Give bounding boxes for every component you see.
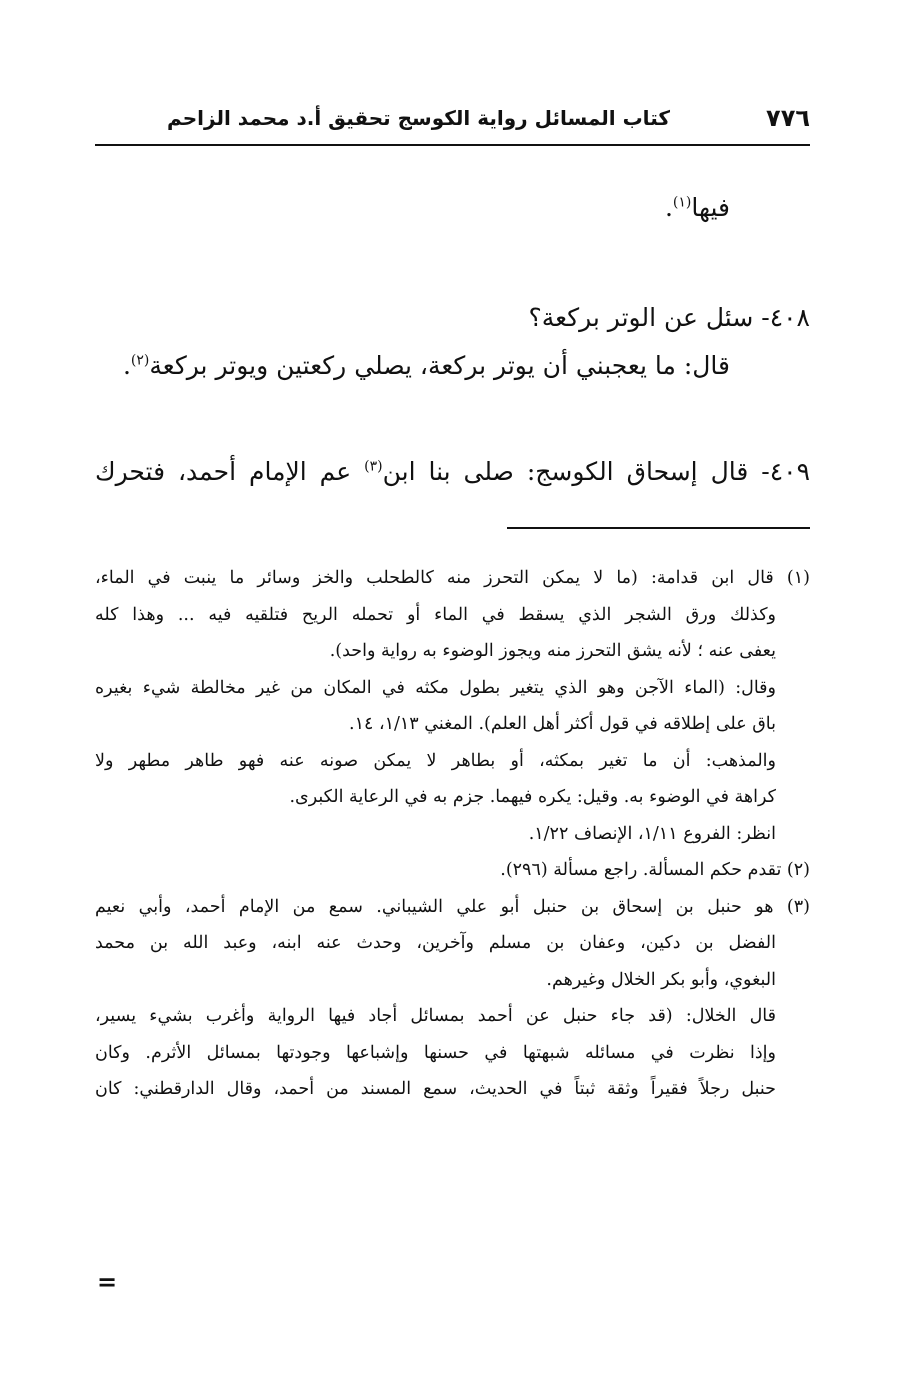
- footnote-3-line: البغوي، وأبو بكر الخلال وغيرهم.: [546, 969, 776, 990]
- issue-408-answer-end: .: [122, 351, 131, 380]
- running-title: كتاب المسائل رواية الكوسج تحقيق أ.د محمد الزاحم: [167, 106, 670, 130]
- footnote-1-line: كراهة في الوضوء به. وقيل: يكره فيهما. جزم به في الرعاية الكبرى.: [289, 787, 776, 807]
- footnote-ref-1: (١): [672, 194, 692, 211]
- footnotes: [95, 560, 810, 1108]
- page-number: ٧٧٦: [766, 104, 810, 132]
- issue-409-text: [95, 452, 810, 492]
- footnote-separator: [507, 527, 810, 529]
- issue-408-answer: [123, 346, 730, 386]
- footnote-2: [95, 852, 810, 889]
- running-header: [95, 104, 810, 146]
- footnote-1-line: يعفى عنه ؛ لأنه يشق التحرز منه ويجوز الوضوء به رواية واحد).: [329, 641, 776, 661]
- footnote-1-line: انظر: الفروع ١/١١، الإنصاف ١/٢٢.: [528, 823, 776, 844]
- footnote-1-line: وكذلك ورق الشجر الذي يسقط في الماء أو تحمله الريح فتلقيه فيه ... وهذا كله: [95, 604, 776, 625]
- continued-text: [665, 188, 730, 228]
- footnote-continuation-mark: =: [97, 1268, 118, 1296]
- footnote-3: [95, 889, 810, 1108]
- footnote-3-line: حنبل رجلاً فقيراً وثقة ثبتاً في الحديث، سمع المسند من أحمد، وقال الدارقطني: كان: [95, 1079, 776, 1099]
- footnote-3-line: (٣) هو حنبل بن إسحاق بن حنبل أبو علي الشيباني. سمع من الإمام أحمد، وأبي نعيم: [95, 896, 810, 917]
- footnote-1-line: والمذهب: أن ما تغير بمكثه، أو بطاهر لا يمكن صونه عنه فهو طاهر مطهر ولا: [95, 750, 776, 771]
- footnote-3-line: وإذا نظرت في مسائله شبهتها في حسنها وإشباعها وجودتها بمسائل الأثرم. وكان: [95, 1042, 776, 1063]
- continued-word: فيها: [691, 193, 730, 222]
- continued-end: .: [664, 193, 673, 222]
- footnote-1-line: وقال: (الماء الآجن وهو الذي يتغير بطول مكثه في المكان من غير مخالطة شيء بغيره: [95, 677, 776, 698]
- issue-408-answer-text: قال: ما يعجبني أن يوتر بركعة، يصلي ركعتين ويوتر بركعة: [149, 351, 730, 380]
- footnote-1: [95, 560, 810, 852]
- footnote-3-line: الفضل بن دكين، وعفان بن مسلم وآخرين، وحدث عنه ابنه، وعبد الله بن محمد: [95, 933, 776, 953]
- footnote-1-line: (١) قال ابن قدامة: (ما لا يمكن التحرز منه كالطحلب والخز وسائر ما ينبت في الماء،: [95, 568, 810, 588]
- footnote-ref-3: (٣): [364, 458, 383, 475]
- footnote-ref-2: (٢): [130, 352, 150, 369]
- issue-408-question: ٤٠٨- سئل عن الوتر بركعة؟: [528, 303, 810, 332]
- footnote-3-line: قال الخلال: (قد جاء حنبل عن أحمد بمسائل أجاد فيها الرواية وأغرب بشيء يسير،: [95, 1006, 776, 1026]
- footnote-1-line: باق على إطلاقه في قول أكثر أهل العلم). المغني ١/١٣، ١٤.: [349, 714, 776, 734]
- footnote-2-line: (٢) تقدم حكم المسألة. راجع مسألة (٢٩٦).: [500, 860, 810, 880]
- issue-409-text-b: عم الإمام أحمد، فتحرك: [95, 457, 365, 486]
- issue-409-text-a: ٤٠٩- قال إسحاق الكوسج: صلى بنا ابن: [382, 457, 811, 486]
